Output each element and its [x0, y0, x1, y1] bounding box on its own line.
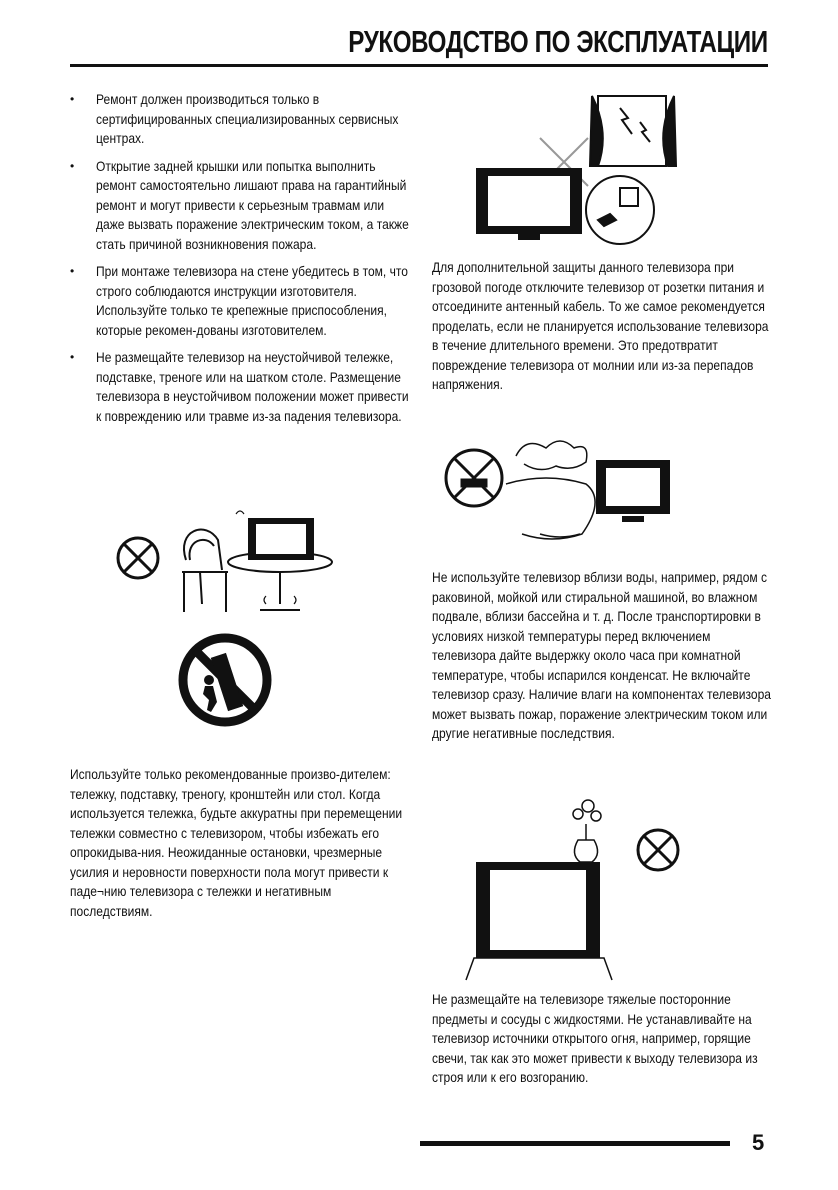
bullet-item [70, 348, 410, 426]
tv-icon [476, 168, 582, 240]
objects-section [432, 990, 772, 1088]
water-splash-icon [506, 441, 595, 539]
water-paragraph: Не используйте телевизор вблизи воды, например, рядом с раковиной, мойкой или стиральной машиной, во влажном подвале, вблизи бассейна и т. д. После транспортировки в условиях низкой температуры перед включением телевизора дайте выдержку около часа при комнатной температуре, чтобы испарился конденсат. Не включайте телевизор сразу. Наличие влаги на компонентах телевизора может вызвать пожар, поражение электрическим током или другие негативные последствия. [432, 569, 772, 741]
tv-icon [596, 460, 670, 522]
page-number: 5 [752, 1130, 765, 1155]
lightning-section [432, 258, 772, 395]
header-rule [70, 64, 768, 67]
chair-icon [182, 530, 228, 612]
vase-flowers-icon [573, 800, 601, 862]
page-title: РУКОВОДСТВО ПО ЭКСПЛУАТАЦИИ [348, 24, 768, 59]
bullet-text: • Не размещайте телевизор на неустойчивой тележке, подставке, треноге или на шатком столе. Размещение телевизора в неустойчивом положении может привести к повреждению или травме из-за падения телевизора. [96, 349, 409, 424]
prohibited-icon [638, 830, 678, 870]
cart-warning-illustration [175, 630, 275, 730]
water-section [432, 568, 772, 744]
unstable-stand-illustration [110, 500, 350, 620]
bullet-text: • Открытие задней крышки или попытка выполнить ремонт самостоятельно лишают права на гарантийный ремонт и могут привести к серьезным травмам или даже вызвать поражение электрическим током, а также стать причиной возникновения пожара. [96, 157, 409, 252]
unplug-icon [586, 176, 654, 244]
water-illustration [440, 426, 680, 556]
safety-bullet-list [70, 90, 410, 426]
bullet-text: • При монтаже телевизора на стене убедитесь в том, что строго соблюдаются инструкции изготовителя. Используйте только те крепежные приспособления, которые рекомен-дованы изготовителем. [96, 263, 408, 338]
tv-icon [248, 518, 314, 560]
lightning-illustration [470, 92, 690, 252]
window-lightning-icon [590, 96, 676, 166]
bullet-text: • Ремонт должен производиться только в сертифицированных специализированных сервисных центрах. [96, 91, 399, 146]
bullet-item [70, 90, 410, 149]
tv-stand-icon [466, 958, 612, 980]
tv-icon [476, 862, 600, 958]
cart-section [70, 765, 410, 921]
table-icon [228, 552, 332, 610]
bullet-item [70, 157, 410, 255]
cart-paragraph: Используйте только рекомендованные произво-дителем: тележку, подставку, треногу, кронштейн или стол. Когда используется тележка, будьте аккуратны при перемещении тележки совместно с телевизором, чтобы избежать его опрокидыва-ния. Неожиданные остановки, чрезмерные усилия и неровности поверхности пола могут привести к паде¬нию телевизора с тележки и негативным последствиям. [70, 766, 403, 919]
prohibited-sink-icon [446, 450, 502, 506]
objects-on-tv-illustration [462, 796, 692, 986]
left-column [70, 90, 410, 434]
bullet-item [70, 262, 410, 340]
objects-paragraph: Не размещайте на телевизоре тяжелые посторонние предметы и сосуды с жидкостями. Не устанавливайте на телевизор источники открытого огня, например, горящие свечи, так как это может привести к выходу телевизора из строя или к его возгоранию. [432, 991, 758, 1085]
footer-rule [420, 1141, 730, 1146]
prohibited-icon [118, 538, 158, 578]
lightning-paragraph: Для дополнительной защиты данного телевизора при грозовой погоде отключите телевизор от розетки питания и отсоедините антенный кабель. То же самое рекомендуется проделать, если не планируется использование телевизора в течение длительного времени. Это предотвратит повреждение телевизора от молнии или из-за перепадов напряжения. [432, 259, 769, 392]
